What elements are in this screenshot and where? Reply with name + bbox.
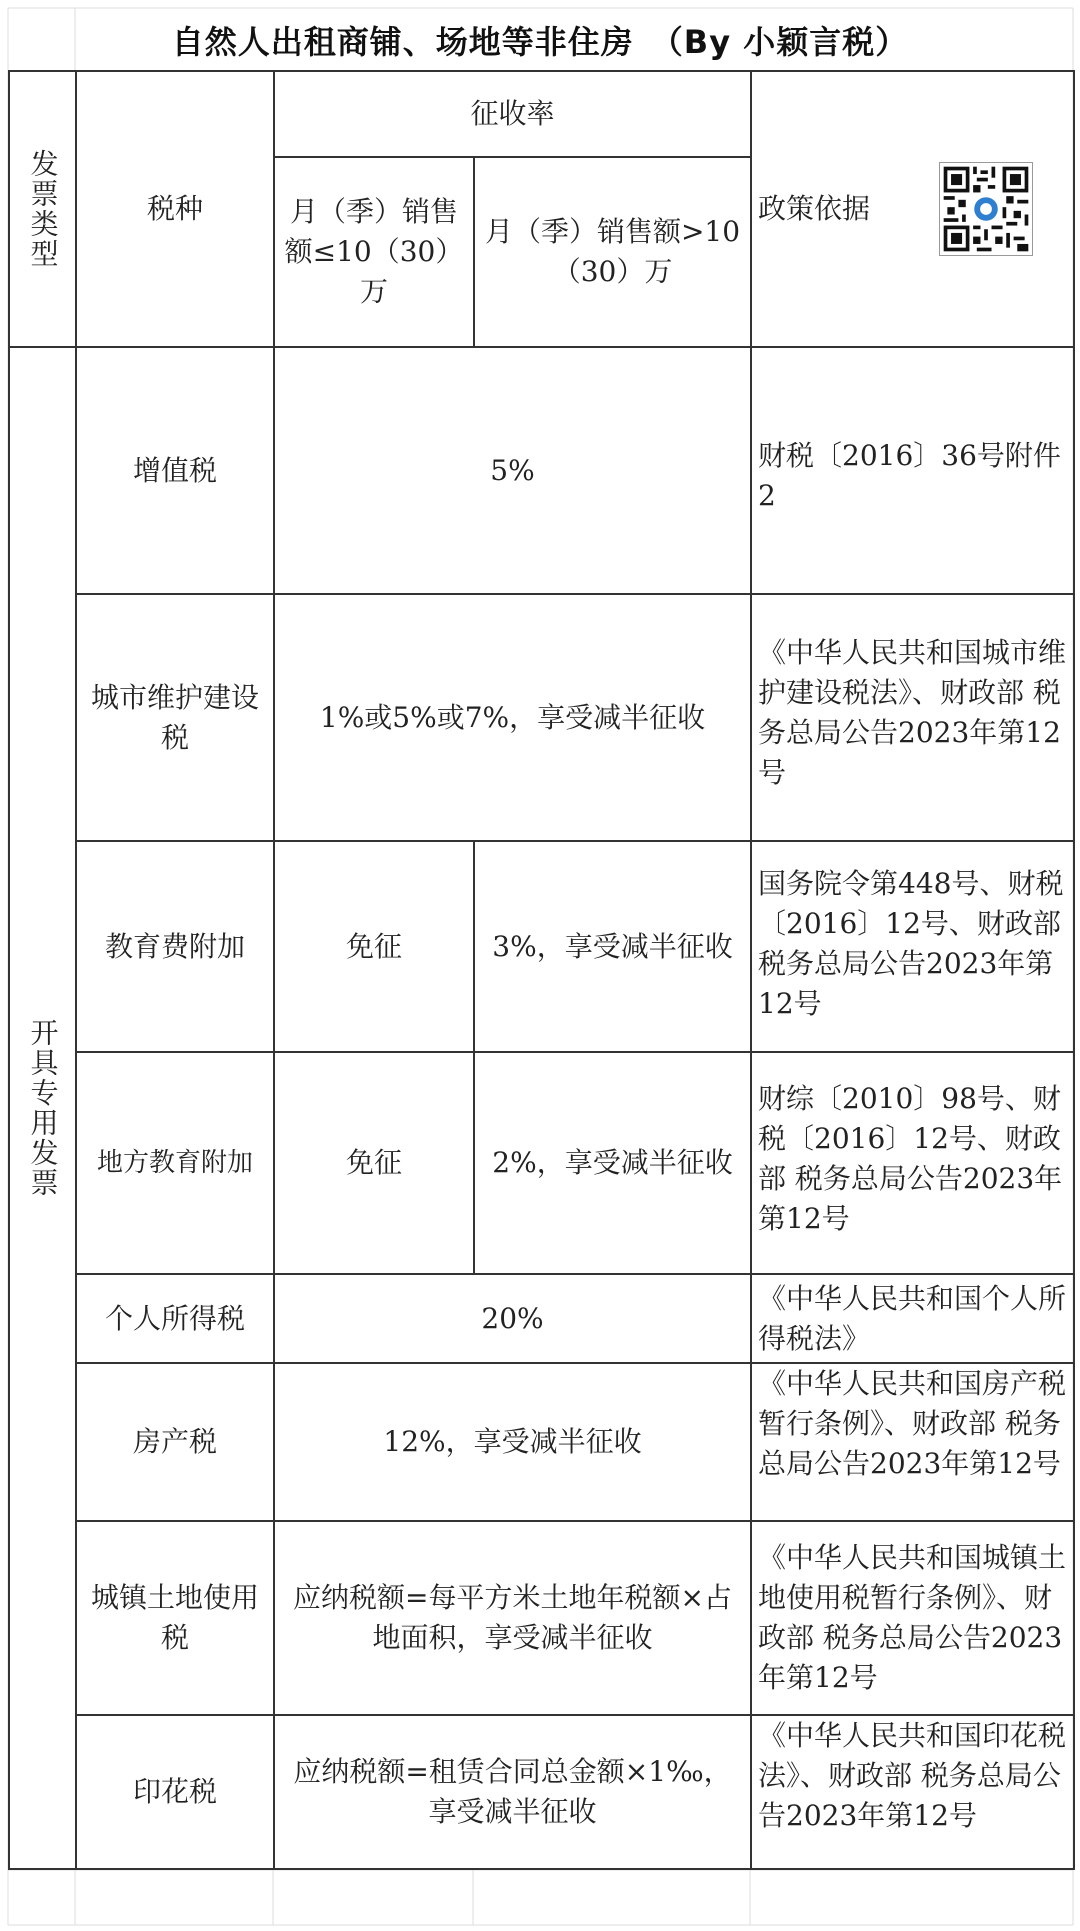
- tax-rate-low: 免征: [274, 1052, 474, 1274]
- tax-rate: 1%或5%或7%，享受减半征收: [274, 594, 751, 841]
- policy-header-label: 政策依据: [758, 192, 871, 225]
- qr-code-icon: [939, 162, 1033, 256]
- table-row: [9, 594, 1074, 841]
- table-row: [9, 1363, 1074, 1521]
- policy-basis: 《中华人民共和国城镇土地使用税暂行条例》、财政部 税务总局公告2023年第12号: [751, 1521, 1074, 1715]
- invoice-type-header: 发票类型: [9, 71, 76, 347]
- tax-name: 个人所得税: [76, 1274, 274, 1363]
- tax-name: 城市维护建设税: [76, 594, 274, 841]
- tax-rate: 应纳税额=每平方米土地年税额×占地面积，享受减半征收: [274, 1521, 751, 1715]
- tax-rate: 12%，享受减半征收: [274, 1363, 751, 1521]
- rate-low-header: 月（季）销售额≤10（30）万: [274, 157, 474, 347]
- table-row: [9, 1715, 1074, 1869]
- group-label: 开具专用发票: [9, 347, 76, 1869]
- policy-basis: 《中华人民共和国印花税法》、财政部 税务总局公告2023年第12号: [751, 1715, 1074, 1869]
- tax-rate-high: 2%，享受减半征收: [474, 1052, 751, 1274]
- policy-basis: 财税〔2016〕36号附件2: [751, 347, 1074, 594]
- tax-rate: 应纳税额=租赁合同总金额×1‰，享受减半征收: [274, 1715, 751, 1869]
- tax-name: 增值税: [76, 347, 274, 594]
- tax-name: 房产税: [76, 1363, 274, 1521]
- tax-name: 教育费附加: [76, 841, 274, 1052]
- table-row: [9, 1052, 1074, 1274]
- tax-rate: 5%: [274, 347, 751, 594]
- tax-name: 地方教育附加: [76, 1052, 274, 1274]
- rate-high-header: 月（季）销售额>10（30）万: [474, 157, 751, 347]
- policy-basis: 国务院令第448号、财税〔2016〕12号、财政部 税务总局公告2023年第12号: [751, 841, 1074, 1052]
- policy-basis: 《中华人民共和国房产税暂行条例》、财政部 税务总局公告2023年第12号: [751, 1363, 1074, 1521]
- table-row: [9, 1521, 1074, 1715]
- tax-rate: 20%: [274, 1274, 751, 1363]
- tax-rate-low: 免征: [274, 841, 474, 1052]
- tax-name: 城镇土地使用税: [76, 1521, 274, 1715]
- tax-table: [8, 70, 1075, 1870]
- tax-type-header: 税种: [76, 71, 274, 347]
- page-title: 自然人出租商铺、场地等非住房 （By 小颖言税）: [171, 23, 909, 61]
- tax-name: 印花税: [76, 1715, 274, 1869]
- policy-basis: 《中华人民共和国个人所得税法》: [751, 1274, 1074, 1363]
- table-row: [9, 1274, 1074, 1363]
- table-row: [9, 347, 1074, 594]
- tax-rate-high: 3%，享受减半征收: [474, 841, 751, 1052]
- table-row: [9, 841, 1074, 1052]
- policy-header: [751, 71, 1074, 347]
- policy-basis: 财综〔2010〕98号、财税〔2016〕12号、财政部 税务总局公告2023年第12号: [751, 1052, 1074, 1274]
- policy-basis: 《中华人民共和国城市维护建设税法》、财政部 税务总局公告2023年第12号: [751, 594, 1074, 841]
- rate-header: 征收率: [274, 71, 751, 157]
